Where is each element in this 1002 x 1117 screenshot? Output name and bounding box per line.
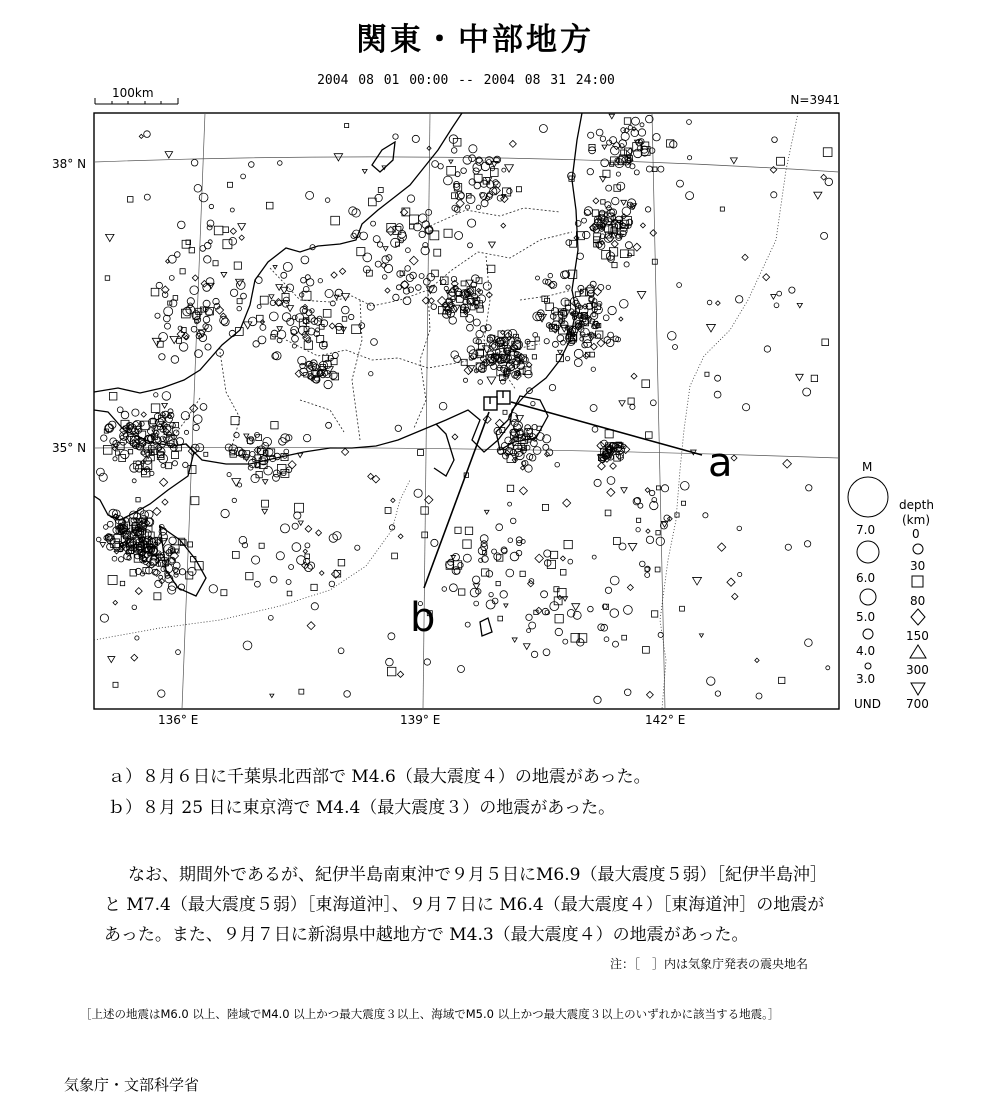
agency-credit: 気象庁・文部科学省: [64, 1076, 200, 1094]
lon-tick-139: 139° E: [400, 713, 441, 727]
annotation-b: b: [410, 595, 436, 641]
lon-tick-136: 136° E: [158, 713, 199, 727]
criteria-note: ［上述の地震はM6.0 以上、陸域でM4.0 以上かつ最大震度３以上、海域でM5.0 以上かつ最大震度３以上のいずれかに該当する地震。］: [80, 1007, 780, 1021]
annotation-a: a: [708, 440, 733, 486]
legend-mag-30: 3.0: [856, 672, 876, 686]
legend-mag-40-circle: [863, 629, 873, 639]
legend-depth-diamond-icon: [911, 609, 925, 625]
legend-depth-triangle-icon: [910, 645, 926, 658]
legend-mag-40: 4.0: [856, 644, 876, 658]
note-event-b: ｂ）８月 25 日に東京湾で M4.4（最大震度３）の地震があった。: [108, 798, 616, 818]
legend-mag-60-circle: [857, 541, 879, 563]
legend-mag-70-circle: [848, 477, 888, 517]
depth-legend: [899, 498, 934, 711]
legend-depth-unit: (km): [902, 513, 931, 527]
legend-magnitude-title: M: [862, 460, 873, 474]
lat-tick-35: 35° N: [52, 441, 87, 455]
legend-depth-150: 150: [906, 629, 929, 643]
scale-bar: [95, 98, 178, 104]
legend-depth-title: depth: [899, 498, 934, 512]
legend-depth-square-icon: [912, 576, 923, 587]
legend-mag-50-circle: [860, 589, 876, 605]
legend-depth-700: 700: [906, 697, 929, 711]
footnote: 注：［ ］内は気象庁発表の震央地名: [610, 957, 809, 971]
legend-mag-30-circle: [865, 663, 871, 669]
note-event-a: ａ）８月６日に千葉県北西部で M4.6（最大震度４）の地震があった。: [108, 767, 651, 787]
magnitude-legend: [848, 460, 888, 711]
legend-depth-circle-icon: [913, 544, 923, 554]
legend-depth-inverted-triangle-icon: [911, 683, 925, 695]
count-label: N=3941: [790, 93, 840, 107]
event-a-marker: [497, 391, 510, 404]
scale-label: 100km: [112, 86, 154, 100]
period-label: 2004 08 01 00:00 -- 2004 08 31 24:00: [317, 73, 615, 88]
note-paragraph-line-3: あった。また、９月７日に新潟県中越地方で M4.3（最大震度４）の地震があった。: [104, 925, 749, 945]
lat-tick-38: 38° N: [52, 157, 87, 171]
event-b-marker: [484, 397, 497, 410]
legend-depth-0: 0: [912, 527, 920, 541]
legend-mag-60: 6.0: [856, 571, 876, 585]
lon-tick-142: 142° E: [645, 713, 686, 727]
legend-mag-70: 7.0: [856, 523, 876, 537]
note-paragraph-line-2: と M7.4（最大震度５弱）［東海道沖］、９月７日に M6.4（最大震度４）［東海道沖］の地震が: [104, 895, 825, 915]
legend-und: UND: [854, 697, 881, 711]
note-paragraph-line-1: なお、期間外であるが、紀伊半島南東沖で９月５日にM6.9（最大震度５弱）［紀伊半島沖］: [128, 865, 827, 885]
legend-mag-50: 5.0: [856, 610, 876, 624]
legend-depth-300: 300: [906, 663, 929, 677]
legend-depth-80: 80: [910, 594, 926, 608]
page-title: 関東・中部地方: [356, 22, 594, 58]
legend-depth-30: 30: [910, 559, 926, 573]
